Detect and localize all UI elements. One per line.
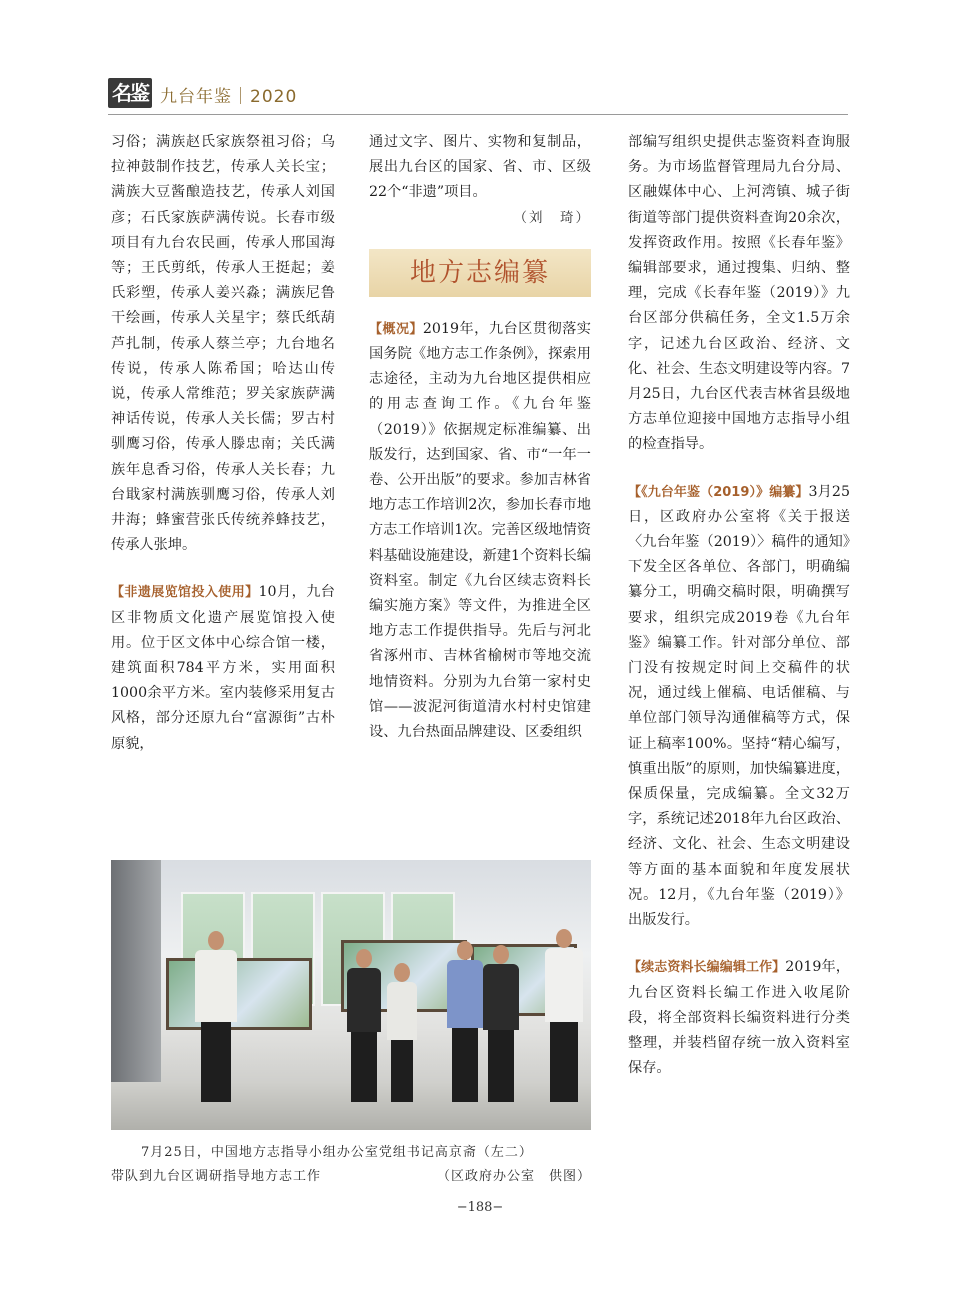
photo-person xyxy=(545,929,583,1102)
section-title-banner: 地方志编纂 xyxy=(369,249,591,297)
column-1 xyxy=(111,130,335,757)
news-photo xyxy=(111,860,591,1130)
section-tag-archive: 【续志资料长编编辑工作】 xyxy=(628,960,786,976)
photo-person xyxy=(347,949,381,1102)
section-tag-exhibition-hall: 【非遗展览馆投入使用】 xyxy=(111,585,259,601)
photo-person xyxy=(195,931,237,1102)
page-header xyxy=(108,78,848,114)
photo-display-board xyxy=(166,958,312,1030)
author-credit: （刘 琦） xyxy=(513,209,591,226)
paragraph-exhibition-hall xyxy=(111,580,335,756)
header-divider xyxy=(108,114,848,115)
paragraph-exhibition-cont: 通过文字、图片、实物和复制品，展出九台区的国家、省、市、区级22个“非遗”项目。 xyxy=(369,134,591,201)
logo: 名鉴 xyxy=(108,78,152,108)
paragraph-text: 3月25日，区政府办公室将《关于报送〈九台年鉴（2019）〉稿件的通知》下发全区各单位、各部门，明确编纂分工，明确交稿时限，明确撰写要求，组织完成2019卷《九台年鉴》编纂工作。针对部分单位、部门没有按规定时间上交稿件的状况，通过线上催稿、电话催稿、与单位部门领导沟通催稿等方式，保证上稿率100%。坚持“精心编写，慎重出版”的原则，加快编纂进度，保质保量，完成编纂。全文32万字，系统记述2018年九台区政治、经济、文化、社会、生态文明建设等方面的基本面貌和年度发展状况。12月，《九台年鉴（2019）》出版发行。 xyxy=(628,483,850,929)
paragraph-query-service: 部编写组织史提供志鉴资料查询服务。为市场监督管理局九台分局、区融媒体中心、上河湾镇、城子街街道等部门提供资料查询20余次，发挥资政作用。按照《长春年鉴》编辑部要求，通过搜集、归纳、整理，完成《长春年鉴（2019）》九台区部分供稿任务，全文1.5万余字，记述九台区政治、经济、文化、社会、生态文明建设等内容。7月25日，九台区代表吉林省县级地方志单位迎接中国地方志指导小组的检查指导。 xyxy=(628,134,850,453)
paragraph-text: 10月，九台区非物质文化遗产展览馆投入使用。位于区文体中心综合馆一楼，建筑面积784平方米，实用面积1000余平方米。室内装修采用复古风格，部分还原九台“富源街”古朴原貌， xyxy=(111,584,335,752)
paragraph-yearbook-compilation xyxy=(628,480,850,934)
column-2 xyxy=(369,130,591,745)
caption-credit: （区政府办公室 供图） xyxy=(436,1169,591,1184)
section-tag-yearbook: 【《九台年鉴（2019）》编纂】 xyxy=(628,484,809,500)
column-3 xyxy=(628,130,850,1081)
page-number: −188− xyxy=(456,1200,504,1215)
caption-text: 带队到九台区调研指导地方志工作 xyxy=(111,1169,322,1184)
photo-person xyxy=(387,963,417,1102)
photo-caption xyxy=(111,1141,591,1189)
paragraph-text: 2019年，九台区贯彻落实国务院《地方志工作条例》，探索用志途径，主动为九台地区提供相应的用志查询工作。《九台年鉴（2019）》依据规定标准编纂、出版发行，达到国家、省、市“一年一卷、公开出版”的要求。参加吉林省地方志工作培训2次，参加长春市地方志工作培训1次。完善区级地情资料基础设施建设，新建1个资料长编资料室。制定《九台区续志资料长编实施方案》等文件，为推进全区地方志工作提供指导。先后与河北省涿州市、吉林省榆树市等地交流地情资料。分别为九台第一家村史馆——波泥河街道清水村村史馆建设、九台热面品牌建设、区委组织 xyxy=(369,320,591,741)
section-tag-overview: 【概况】 xyxy=(369,321,423,337)
paragraph-archive-editing xyxy=(628,955,850,1081)
photo-person xyxy=(483,945,519,1102)
paragraph-overview xyxy=(369,317,591,745)
photo-person xyxy=(447,941,483,1102)
caption-line: 7月25日，中国地方志指导小组办公室党组书记高京斋（左二） xyxy=(141,1145,533,1160)
book-title: 九台年鉴｜2020 xyxy=(160,87,298,107)
paragraph-intangible-heritage-list: 习俗；满族赵氏家族祭祖习俗；乌拉神鼓制作技艺，传承人关长宝；满族大豆酱酿造技艺，传承人刘国彦；石氏家族萨满传说。长春市级项目有九台农民画，传承人邢国海等；王氏剪纸，传承人王挺起；姜氏彩塑，传承人姜兴淼；满族尼鲁干绘画，传承人关星宇；蔡氏纸葫芦扎制，传承人蔡兰亭；九台地名传说，传承人陈希国；哈达山传说，传承人常维范；罗关家族萨满神话传说，传承人关长儒；罗古村驯鹰习俗，传承人滕忠南；关氏满族年息香习俗，传承人关长春；九台戢家村满族驯鹰习俗，传承人刘井海；蜂蜜营张氏传统养蜂技艺，传承人张坤。 xyxy=(111,134,335,554)
caption-line xyxy=(111,1165,591,1189)
paragraph-text: 2019年，九台区资料长编工作进入收尾阶段，将全部资料长编资料进行分类整理，并装档留存统一放入资料室保存。 xyxy=(628,959,850,1077)
